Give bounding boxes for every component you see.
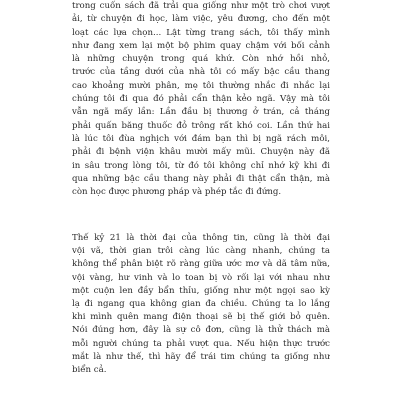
- paragraph-line: Nói đúng hơn, đây là sự cô đơn, cũng là thử thách mà: [72, 325, 330, 336]
- paragraph-line: loạt các lựa chọn... Lật từng trang sách, tôi thấy mình: [72, 27, 330, 38]
- paragraph-line: là những chuyện trong quá khứ. Còn nhớ hồi nhỏ,: [72, 54, 330, 65]
- paragraph-line: chúng tôi đi qua đó phải cẩn thận kẻo ngã. Vậy mà tôi: [72, 94, 330, 105]
- paragraph-line: trong cuốn sách đã trải qua giống như một trò chơi vượt: [72, 1, 330, 11]
- paragraph-line: in sâu trong lòng tôi, từ đó tôi không chỉ nhớ kỹ khi đi: [72, 160, 330, 171]
- paragraph-line: mỗi người chúng ta phải vượt qua. Nếu hiện thực trước: [72, 338, 330, 349]
- paragraph-line: phải quấn băng thuốc đỏ trông rất khó coi. Lần thứ hai: [72, 120, 330, 131]
- paragraph-line: là lúc tôi đùa nghịch với đám bạn thì bị ngã rách môi,: [72, 133, 330, 144]
- paragraph-line: còn học được phương pháp và phép tắc đi đứng.: [72, 187, 282, 198]
- paragraph-line: trước của tầng dưới của nhà tôi có mấy bậc cầu thang: [72, 67, 330, 78]
- paragraph-line: lạ đi ngang qua không gian đa chiều. Chúng ta lo lắng: [72, 298, 330, 309]
- paragraph-line: phải đi bệnh viện khâu mười mấy mũi. Chuyện này đã: [72, 147, 330, 158]
- paragraph-line: cao khoảng mười phân, mẹ tôi thường nhắc đi nhắc lại: [72, 80, 330, 91]
- paragraph-line: biển cả.: [72, 364, 107, 375]
- paragraph-line: Thế kỷ 21 là thời đại của thông tin, cũng là thời đại: [72, 233, 330, 243]
- paragraph-line: vội vã, thời gian trôi càng lúc càng nhanh, chúng ta: [72, 246, 330, 257]
- paragraph-line: vội vàng, hư vinh và lo toan bị vò rối lại với nhau như: [72, 272, 330, 283]
- paragraph-line: khi mình quên mang điện thoại sẽ bị thế giới bỏ quên.: [72, 312, 330, 323]
- paragraph-2: [72, 232, 330, 377]
- paragraph-1: [72, 0, 330, 199]
- paragraph-line: mắt là như thế, thì hãy để trái tim chúng ta giống như: [72, 351, 330, 362]
- paragraph-line: một cuộn len đầy bẩn thỉu, giống như một ngọi sao kỳ: [72, 285, 330, 296]
- paragraph-line: qua những bậc cầu thang này phải đi thật cẩn thận, mà: [72, 173, 330, 184]
- paragraph-line: ải, từ chuyện đi học, làm việc, yêu đương, cho đến một: [72, 14, 330, 25]
- paragraph-line: không thể phân biệt rõ ràng giữa ước mơ và dã tâm nữa,: [72, 259, 330, 270]
- paragraph-line: như đang xem lại một bộ phim quay chậm với bối cảnh: [72, 40, 330, 51]
- paragraph-line: vẫn ngã mấy lần: Lần đầu bị thương ở trán, cả tháng: [72, 107, 330, 118]
